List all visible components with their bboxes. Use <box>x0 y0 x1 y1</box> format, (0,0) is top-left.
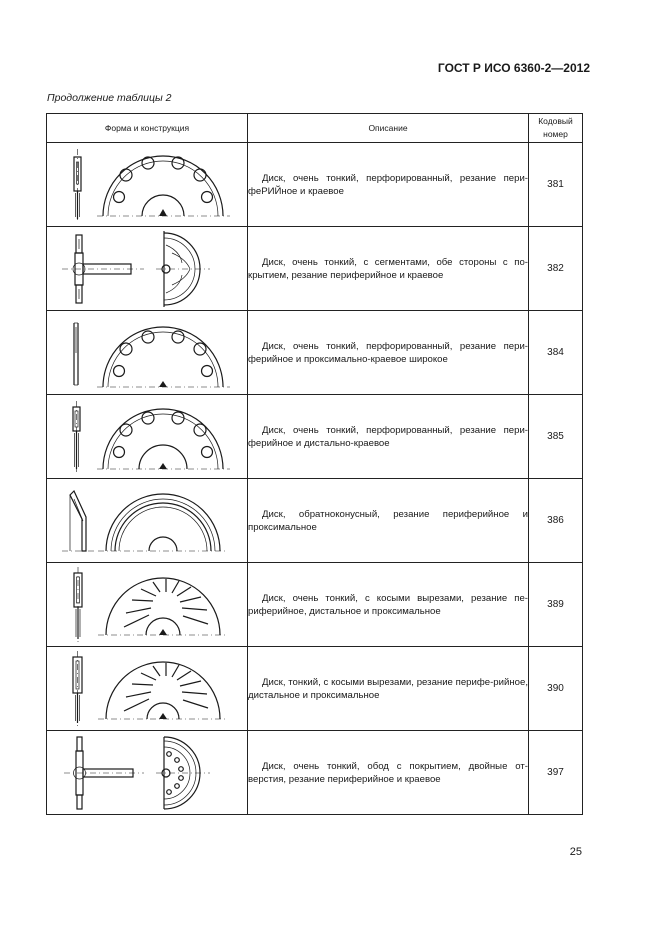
disc-inverted-cone-icon <box>52 481 242 561</box>
table-caption: Продолжение таблицы 2 <box>47 92 172 104</box>
table-row <box>47 227 583 311</box>
disc-table <box>46 113 583 815</box>
row-code: 390 <box>547 683 564 694</box>
column-header-code-line2: номер <box>543 129 568 139</box>
row-code: 386 <box>547 515 564 526</box>
disc-perforated-proximal-icon <box>52 313 242 393</box>
row-description: Диск, очень тонкий, с сегментами, обе стороны с по-крытием, резание периферийное и краевое <box>248 256 528 281</box>
row-description: Диск, обратноконусный, резание периферийное и проксимальное <box>248 508 528 533</box>
row-description: Диск, тонкий, с косыми вырезами, резание перифе-рийное, дистальное и проксимальное <box>248 676 528 701</box>
disc-slotted-icon <box>52 649 242 729</box>
row-code: 381 <box>547 179 564 190</box>
disc-slotted-thin-icon <box>52 565 242 645</box>
disc-perforated-thin-icon <box>52 145 242 225</box>
disc-perforated-distal-icon <box>52 397 242 477</box>
disc-segmented-icon <box>52 229 242 309</box>
row-description: Диск, очень тонкий, перфорированный, резание пери-ферийное и проксимально-краевое широкое <box>248 340 528 365</box>
table-row <box>47 647 583 731</box>
column-header-code-line1: Кодовый <box>538 116 573 126</box>
page-number: 25 <box>569 846 582 858</box>
table-row <box>47 311 583 395</box>
document-standard-id: ГОСТ Р ИСО 6360-2—2012 <box>437 61 590 75</box>
disc-coated-rim-icon <box>52 733 242 813</box>
row-description: Диск, очень тонкий, перфорированный, резание пери-феРИЙное и краевое <box>248 172 528 197</box>
table-row <box>47 731 583 815</box>
row-description: Диск, очень тонкий, перфорированный, резание пери-ферийное и дистально-краевое <box>248 424 528 449</box>
row-code: 389 <box>547 599 564 610</box>
table-row <box>47 479 583 563</box>
table-row <box>47 395 583 479</box>
table-row <box>47 143 583 227</box>
column-header-description: Описание <box>248 114 529 143</box>
row-code: 397 <box>547 767 564 778</box>
column-header-code <box>529 114 583 143</box>
table-header-row <box>47 114 583 143</box>
row-description: Диск, очень тонкий, обод с покрытием, двойные от-верстия, резание периферийное и краевое <box>248 760 528 785</box>
row-code: 382 <box>547 263 564 274</box>
row-description: Диск, очень тонкий, с косыми вырезами, резание пе-риферийное, дистальное и проксимальное <box>248 592 528 617</box>
row-code: 385 <box>547 431 564 442</box>
table-row <box>47 563 583 647</box>
column-header-figure: Форма и конструкция <box>47 114 248 143</box>
row-code: 384 <box>547 347 564 358</box>
